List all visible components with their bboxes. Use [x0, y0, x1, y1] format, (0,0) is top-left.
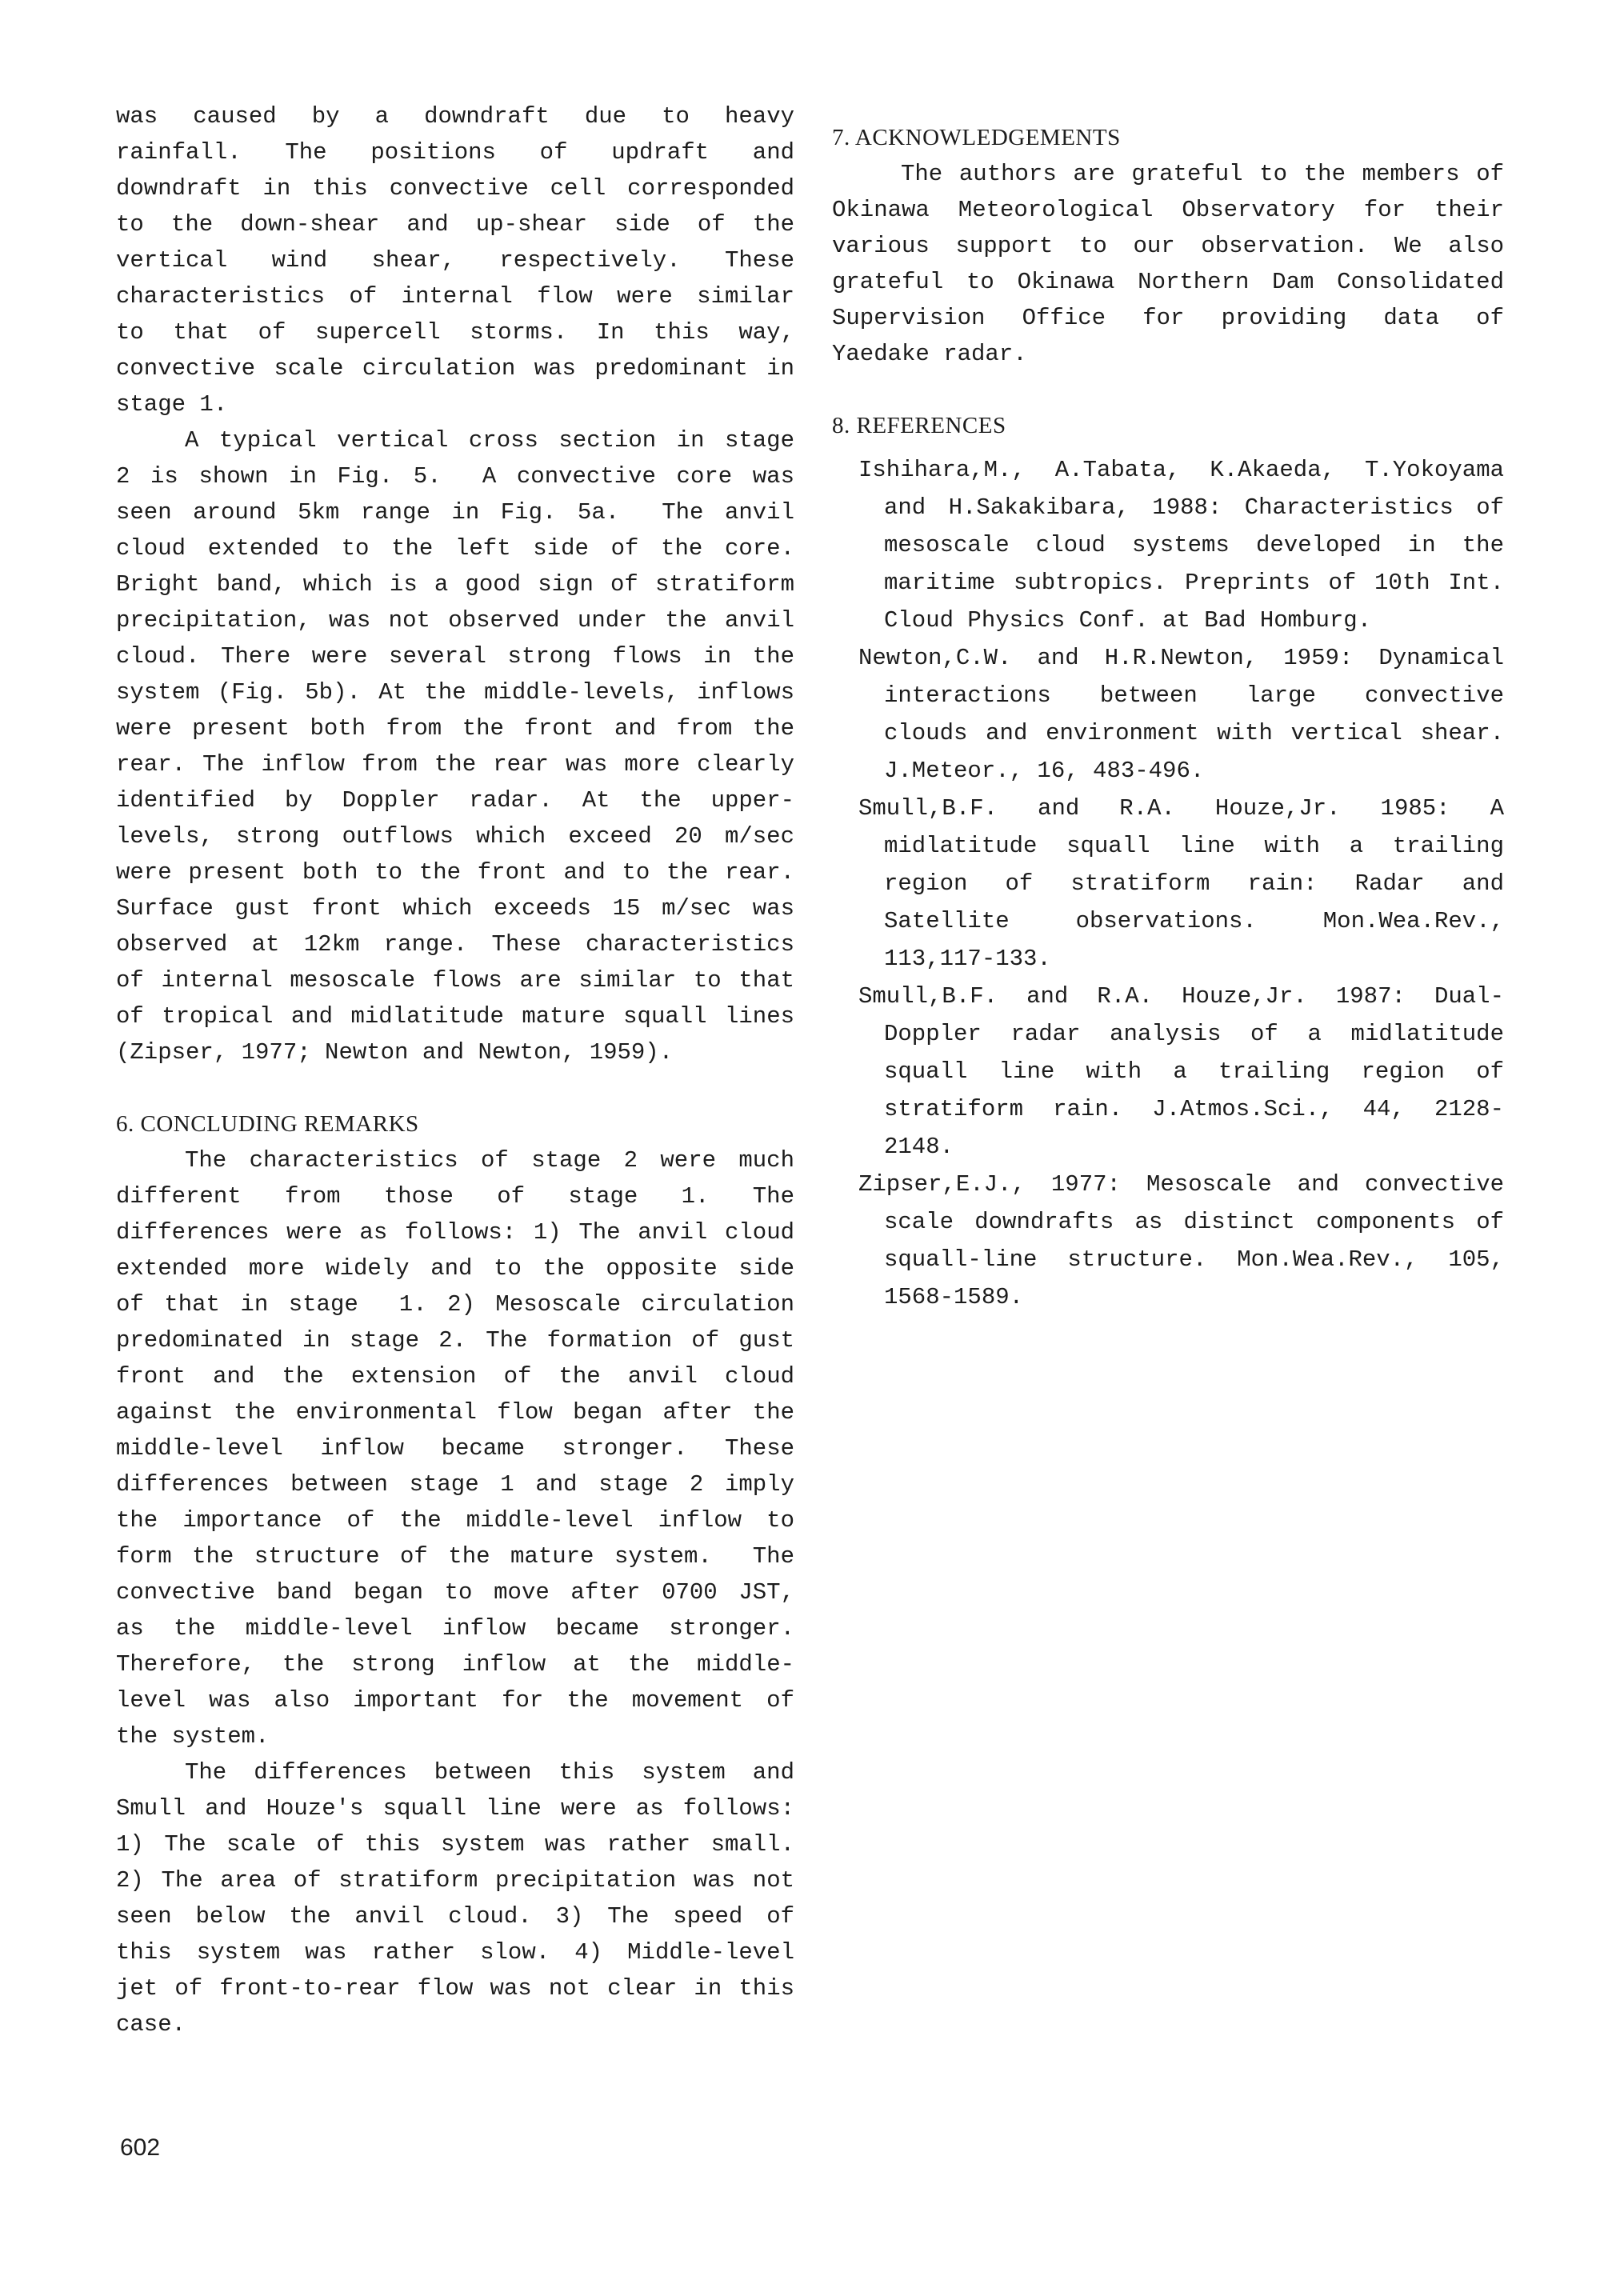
- text-line: cloud extended to the left side of the core.: [116, 535, 794, 562]
- section-heading: 7. ACKNOWLEDGEMENTS: [832, 125, 1121, 150]
- text-line: against the environmental flow began after the: [116, 1399, 794, 1426]
- text-line: different from those of stage 1. The: [116, 1183, 794, 1210]
- blank-line: [116, 1070, 794, 1106]
- reference-line: squall line with a trailing region of: [884, 1058, 1504, 1085]
- reference-line: J.Meteor., 16, 483-496.: [884, 758, 1205, 784]
- text-line: Therefore, the strong inflow at the middle-: [116, 1651, 794, 1678]
- text-line: of that in stage 1. 2) Mesoscale circulation: [116, 1291, 794, 1318]
- text-line: of internal mesoscale flows are similar to that: [116, 967, 794, 994]
- reference-entry: [832, 451, 1504, 639]
- text-line: seen below the anvil cloud. 3) The speed of: [116, 1903, 794, 1930]
- text-line: to the down-shear and up-shear side of the: [116, 211, 794, 238]
- references-list: [832, 451, 1504, 1316]
- reference-line: Newton,C.W. and H.R.Newton, 1959: Dynamical: [858, 645, 1504, 671]
- reference-line: midlatitude squall line with a trailing: [884, 833, 1504, 859]
- text-line: observed at 12km range. These characteristics: [116, 931, 794, 958]
- text-line: stage 1.: [116, 391, 228, 418]
- text-line: precipitation, was not observed under the anvil: [116, 607, 794, 634]
- paragraph: [832, 156, 1504, 372]
- text-line: extended more widely and to the opposite side: [116, 1255, 794, 1282]
- text-line: various support to our observation. We also: [832, 233, 1504, 259]
- text-line: Smull and Houze's squall line were as follows:: [116, 1795, 794, 1822]
- text-line: levels, strong outflows which exceed 20 m/sec: [116, 823, 794, 850]
- text-line: identified by Doppler radar. At the upper-: [116, 787, 794, 814]
- text-line: 2 is shown in Fig. 5. A convective core was: [116, 463, 794, 490]
- reference-line: Doppler radar analysis of a midlatitude: [884, 1021, 1504, 1047]
- text-line: Supervision Office for providing data of: [832, 305, 1504, 331]
- text-line: grateful to Okinawa Northern Dam Consolidated: [832, 269, 1504, 295]
- reference-line: squall-line structure. Mon.Wea.Rev., 105,: [884, 1246, 1504, 1273]
- reference-line: stratiform rain. J.Atmos.Sci., 44, 2128-: [884, 1096, 1504, 1122]
- text-line: system (Fig. 5b). At the middle-levels, inflows: [116, 679, 794, 706]
- text-line: seen around 5km range in Fig. 5a. The anvil: [116, 499, 794, 526]
- text-line: were present both to the front and to the rear.: [116, 859, 794, 886]
- acknowledgements-section: [832, 120, 1504, 444]
- text-line: convective band began to move after 0700 JST,: [116, 1579, 794, 1606]
- blank-line: [832, 372, 1504, 408]
- reference-line: Ishihara,M., A.Tabata, K.Akaeda, T.Yokoyama: [858, 457, 1504, 483]
- reference-line: 113,117-133.: [884, 946, 1051, 972]
- text-line: 1) The scale of this system was rather small.: [116, 1831, 794, 1858]
- paragraph: [116, 422, 794, 1070]
- text-line: of tropical and midlatitude mature squall lines: [116, 1003, 794, 1030]
- text-line: jet of front-to-rear flow was not clear in this: [116, 1975, 794, 2002]
- text-line: this system was rather slow. 4) Middle-level: [116, 1939, 794, 1966]
- text-line: downdraft in this convective cell corresponded: [116, 175, 794, 202]
- reference-line: 1568-1589.: [884, 1284, 1024, 1310]
- text-line: characteristics of internal flow were similar: [116, 283, 794, 310]
- reference-line: scale downdrafts as distinct components of: [884, 1209, 1504, 1235]
- text-line: the system.: [116, 1723, 270, 1750]
- text-line: the importance of the middle-level inflow to: [116, 1507, 794, 1534]
- reference-line: interactions between large convective: [884, 682, 1504, 709]
- reference-line: clouds and environment with vertical shear.: [884, 720, 1504, 746]
- reference-line: 2148.: [884, 1134, 954, 1160]
- text-line: Bright band, which is a good sign of stratiform: [116, 571, 794, 598]
- text-line: to that of supercell storms. In this way,: [116, 319, 794, 346]
- left-column: [116, 98, 794, 2042]
- reference-line: Satellite observations. Mon.Wea.Rev.,: [884, 908, 1504, 934]
- text-line: cloud. There were several strong flows in the: [116, 643, 794, 670]
- reference-line: mesoscale cloud systems developed in the: [884, 532, 1504, 558]
- text-line: front and the extension of the anvil cloud: [116, 1363, 794, 1390]
- paragraph: [116, 1142, 794, 1754]
- reference-entry: [832, 978, 1504, 1166]
- text-line: as the middle-level inflow became stronger.: [116, 1615, 794, 1642]
- page-number: 602: [120, 2134, 161, 2161]
- text-line: differences were as follows: 1) The anvil cloud: [116, 1219, 794, 1246]
- text-line: case.: [116, 2011, 186, 2038]
- text-line: was caused by a downdraft due to heavy: [116, 103, 794, 130]
- text-line: Surface gust front which exceeds 15 m/sec was: [116, 895, 794, 922]
- text-line: rear. The inflow from the rear was more clearly: [116, 751, 794, 778]
- reference-line: Cloud Physics Conf. at Bad Homburg.: [884, 607, 1372, 634]
- text-line: (Zipser, 1977; Newton and Newton, 1959).: [116, 1039, 674, 1066]
- text-line: The differences between this system and: [185, 1759, 794, 1786]
- reference-entry: [832, 1166, 1504, 1316]
- text-line: form the structure of the mature system. The: [116, 1543, 794, 1570]
- text-line: The characteristics of stage 2 were much: [185, 1147, 794, 1174]
- text-line: vertical wind shear, respectively. These: [116, 247, 794, 274]
- paragraph: [116, 1754, 794, 2042]
- text-line: The authors are grateful to the members of: [901, 161, 1504, 187]
- text-line: Yaedake radar.: [832, 341, 1027, 367]
- text-line: were present both from the front and from the: [116, 715, 794, 742]
- text-line: A typical vertical cross section in stage: [185, 427, 794, 454]
- section-heading: 6. CONCLUDING REMARKS: [116, 1111, 419, 1137]
- reference-entry: [832, 639, 1504, 790]
- reference-line: and H.Sakakibara, 1988: Characteristics of: [884, 494, 1504, 521]
- text-line: level was also important for the movement of: [116, 1687, 794, 1714]
- text-line: rainfall. The positions of updraft and: [116, 139, 794, 166]
- reference-line: region of stratiform rain: Radar and: [884, 870, 1504, 897]
- text-line: predominated in stage 2. The formation of gust: [116, 1327, 794, 1354]
- text-line: 2) The area of stratiform precipitation was not: [116, 1867, 794, 1894]
- paragraph: [116, 98, 794, 422]
- reference-line: maritime subtropics. Preprints of 10th Int.: [884, 570, 1504, 596]
- text-line: Okinawa Meteorological Observatory for their: [832, 197, 1504, 223]
- text-line: differences between stage 1 and stage 2 imply: [116, 1471, 794, 1498]
- text-line: convective scale circulation was predominant in: [116, 355, 794, 382]
- reference-line: Zipser,E.J., 1977: Mesoscale and convective: [858, 1171, 1504, 1198]
- reference-line: Smull,B.F. and R.A. Houze,Jr. 1987: Dual-: [858, 983, 1504, 1010]
- section-heading: 8. REFERENCES: [832, 413, 1006, 438]
- text-line: middle-level inflow became stronger. These: [116, 1435, 794, 1462]
- reference-line: Smull,B.F. and R.A. Houze,Jr. 1985: A: [858, 795, 1504, 822]
- reference-entry: [832, 790, 1504, 978]
